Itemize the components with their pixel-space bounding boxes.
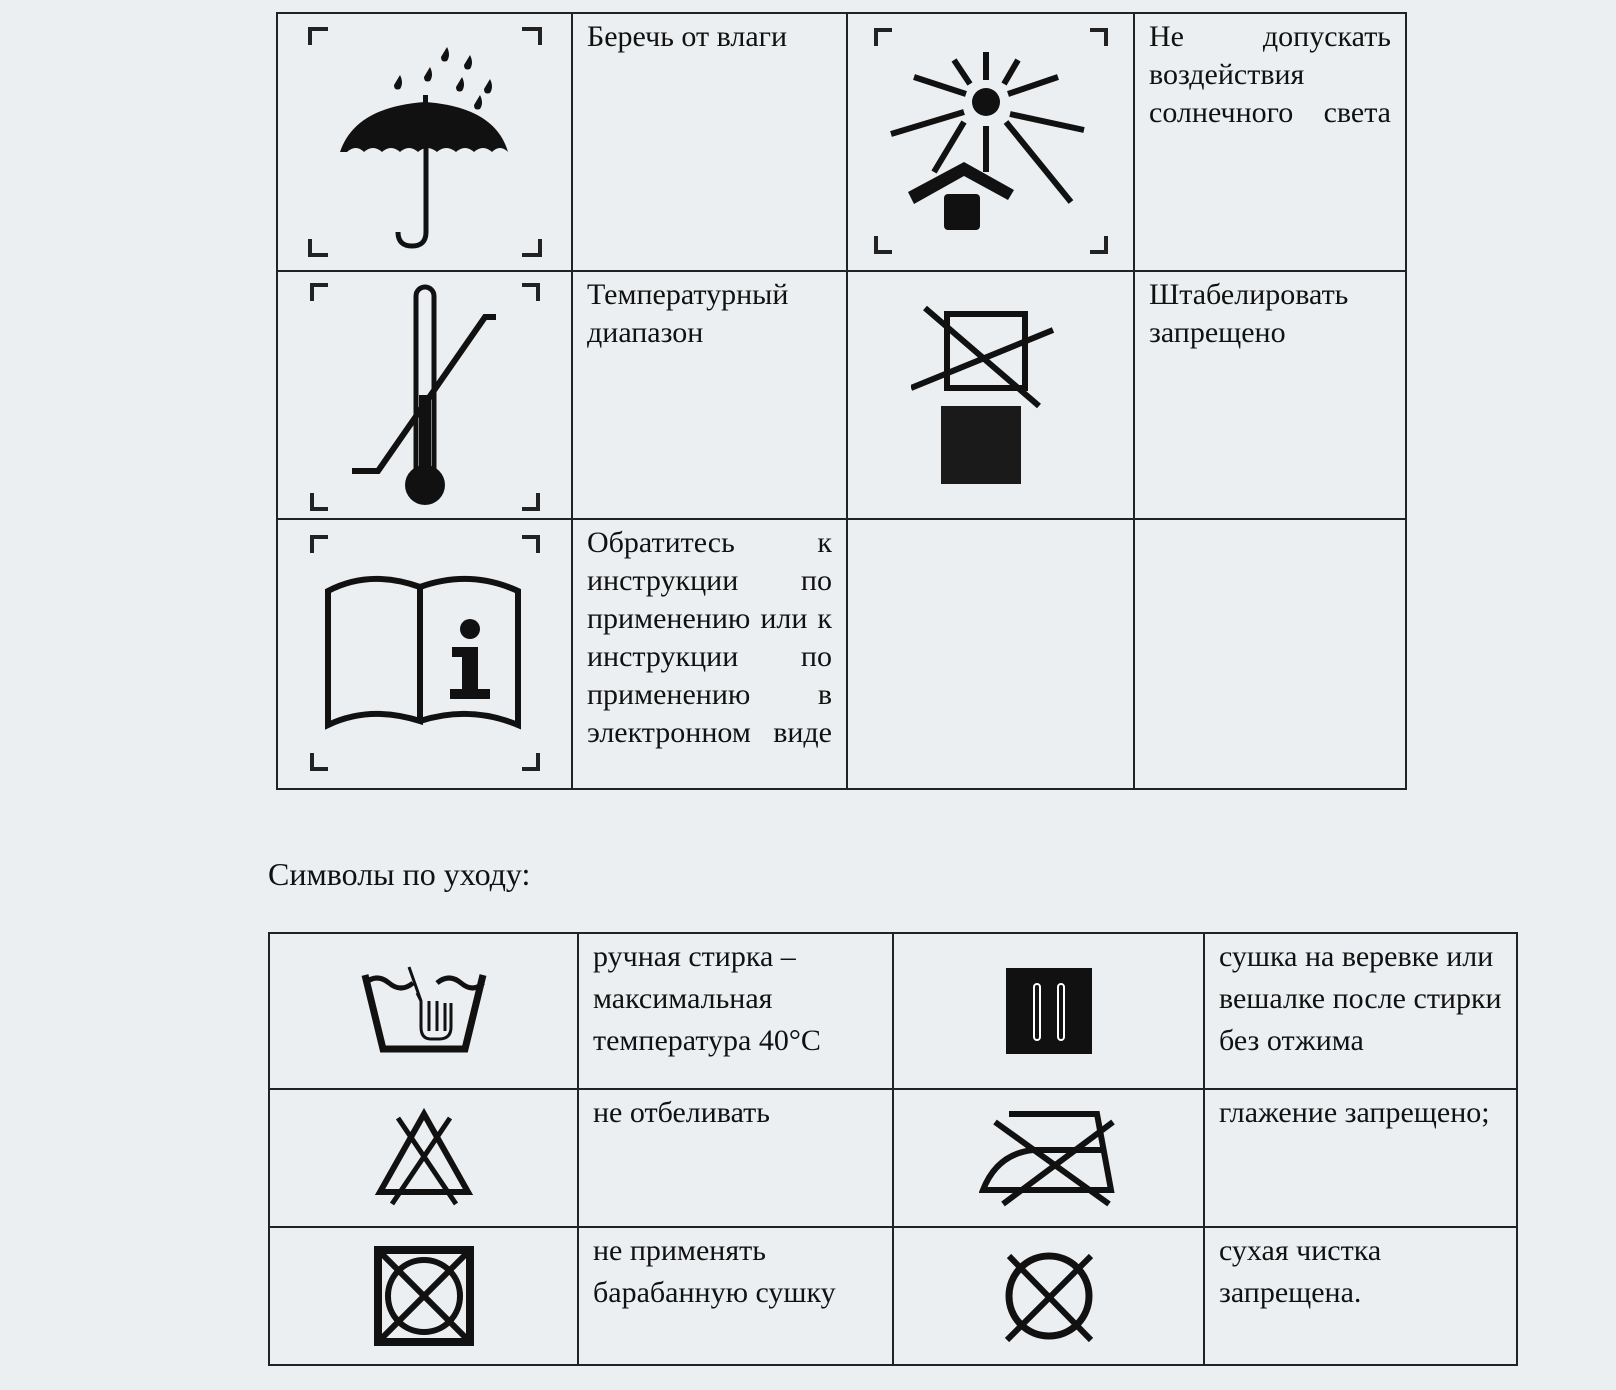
- instructions-book-icon: [300, 529, 550, 779]
- care-symbols-table: [268, 932, 1518, 1366]
- no-bleach-label: не отбеливать: [578, 1089, 893, 1227]
- empty-cell: [1134, 519, 1406, 789]
- umbrella-cell: [277, 13, 572, 271]
- no-tumble-dry-cell: [269, 1227, 578, 1365]
- hand-wash-icon: [359, 961, 489, 1061]
- no-dry-clean-icon: [997, 1244, 1101, 1348]
- moisture-label: Беречь от влаги: [572, 13, 847, 271]
- no-iron-label: глажение запрещено;: [1204, 1089, 1517, 1227]
- hand-wash-label: ручная стирка – максимальная температура 40°С: [578, 933, 893, 1089]
- sun-cell: [847, 13, 1134, 271]
- hand-wash-cell: [269, 933, 578, 1089]
- drip-dry-icon: [1004, 966, 1094, 1056]
- thermometer-cell: [277, 271, 572, 519]
- no-iron-cell: [893, 1089, 1204, 1227]
- no-iron-icon: [979, 1108, 1119, 1208]
- no-dry-clean-cell: [893, 1227, 1204, 1365]
- no-stacking-label: Штабелировать запрещено: [1134, 271, 1406, 519]
- temperature-label: Температурный диапазон: [572, 271, 847, 519]
- drip-dry-cell: [893, 933, 1204, 1089]
- instructions-cell: [277, 519, 572, 789]
- no-tumble-dry-label: не применять барабанную сушку: [578, 1227, 893, 1365]
- drip-dry-label: сушка на веревке или вешалке после стирки без отжима: [1204, 933, 1517, 1089]
- thermometer-icon: [300, 275, 550, 515]
- no-stacking-icon: [911, 300, 1071, 490]
- instructions-label: Обратитесь к инструкции по применению или к инструкции по применению в электронном виде: [572, 519, 847, 789]
- no-tumble-dry-icon: [372, 1244, 476, 1348]
- sunlight-label: Не допускать воздействия солнечного света: [1134, 13, 1406, 271]
- empty-cell: [847, 519, 1134, 789]
- no-bleach-icon: [374, 1108, 474, 1208]
- no-stacking-cell: [847, 271, 1134, 519]
- no-dry-clean-label: сухая чистка запрещена.: [1204, 1227, 1517, 1365]
- umbrella-icon: [300, 17, 550, 267]
- no-bleach-cell: [269, 1089, 578, 1227]
- sun-icon: [866, 22, 1116, 262]
- care-caption: Символы по уходу:: [268, 856, 531, 892]
- handling-symbols-table: [276, 12, 1407, 790]
